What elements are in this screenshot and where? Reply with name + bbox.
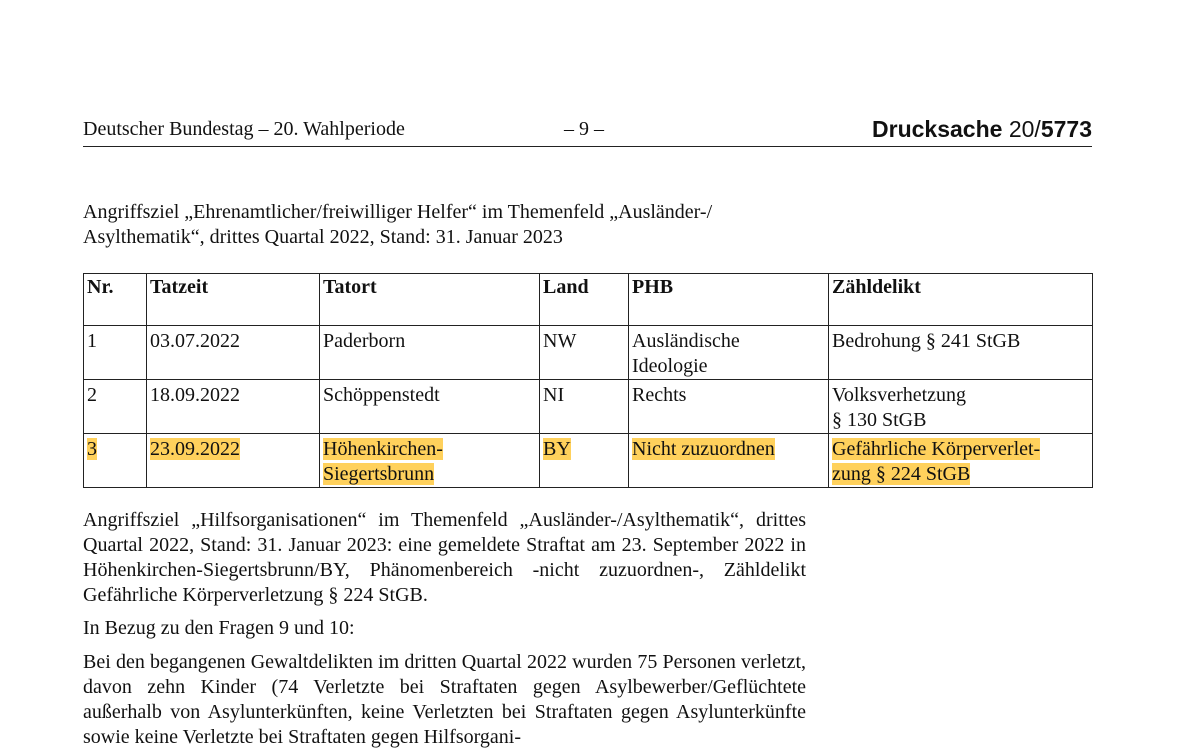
cell-delikt-line: Bedrohung § 241 StGB: [832, 330, 1021, 352]
cell-tatzeit: 18.09.2022: [147, 380, 320, 434]
highlight-mark: 3: [87, 438, 97, 460]
caption-line-1: Angriffsziel „Ehrenamtlicher/freiwilliger Helfer“ im Themenfeld „Ausländer-/: [83, 201, 713, 223]
cell-land: NI: [540, 380, 629, 434]
table-row: [84, 380, 1093, 434]
offense-table: [83, 273, 1093, 488]
cell-phb: [629, 326, 829, 380]
caption-line-2: Asylthematik“, drittes Quartal 2022, Stand: 31. Januar 2023: [83, 226, 563, 248]
cell-tatort: [320, 380, 540, 434]
highlight-mark: 23.09.2022: [150, 438, 240, 460]
header-left-title: Deutscher Bundestag – 20. Wahlperiode: [83, 118, 405, 140]
cell-delikt-line: Volksverhetzung: [832, 384, 967, 406]
col-header-tatzeit: Tatzeit: [147, 274, 320, 326]
paragraph-fragen-9-10: In Bezug zu den Fragen 9 und 10:: [83, 617, 355, 639]
document-number: [872, 116, 1092, 143]
page-header: [83, 116, 1092, 147]
cell-tatort-line: Schöppenstedt: [323, 384, 440, 406]
cell-delikt-line: § 130 StGB: [832, 409, 927, 431]
page-number: – 9 –: [564, 118, 604, 140]
cell-phb-line: Ideologie: [632, 355, 708, 377]
cell-tatzeit: 03.07.2022: [147, 326, 320, 380]
document-number-bold: 5773: [1040, 116, 1092, 142]
cell-land: [540, 434, 629, 488]
cell-delikt-line: [832, 462, 1092, 487]
cell-nr: 1: [84, 326, 147, 380]
document-number-prefix: 20/: [1008, 116, 1041, 142]
paragraph-gewaltdelikte: Bei den begangenen Gewaltdelikten im dritten Quartal 2022 wurden 75 Personen verletzt, davon zehn Kinder (74 Verletzte bei Straftaten gegen Asylbewerber/Geflüchtete außerhalb von Asylunterkünften, keine Verletzten bei Straftaten gegen Asylunterkünfte sowie keine Verletzte bei Straftaten gegen Hilfsorgani-: [83, 651, 806, 748]
highlight-mark: Siegertsbrunn: [323, 463, 435, 485]
cell-zaehldelikt: [829, 380, 1093, 434]
table-row-highlighted: [84, 434, 1093, 488]
cell-nr: 2: [84, 380, 147, 434]
cell-phb-line: Rechts: [632, 384, 687, 406]
cell-tatort-line: [323, 462, 539, 487]
cell-land: NW: [540, 326, 629, 380]
cell-zaehldelikt: [829, 434, 1093, 488]
table-row: [84, 326, 1093, 380]
cell-phb: [629, 380, 829, 434]
highlight-mark: Gefährliche Körperverlet-: [832, 438, 1041, 460]
cell-tatort: [320, 434, 540, 488]
cell-phb: [629, 434, 829, 488]
col-header-nr: Nr.: [84, 274, 147, 326]
cell-phb-line: Ausländische: [632, 330, 740, 352]
highlight-mark: Nicht zuzuordnen: [632, 438, 775, 460]
paragraph-hilfsorganisationen: Angriffsziel „Hilfsorganisationen“ im Themenfeld „Ausländer-/Asylthematik“, drittes Quartal 2022, Stand: 31. Januar 2023: eine gemeldete Straftat am 23. September 2022 in Höhenkirchen-Siegertsbrunn/BY, Phänomenbereich -nicht zuzuordnen-, Zähldelikt Gefährliche Körperverletzung § 224 StGB.: [83, 509, 806, 606]
highlight-mark: Höhenkirchen-: [323, 438, 443, 460]
cell-delikt-line: [832, 437, 1092, 462]
document-label: Drucksache: [872, 116, 1003, 142]
col-header-tatort: Tatort: [320, 274, 540, 326]
cell-nr: [84, 434, 147, 488]
col-header-phb: PHB: [629, 274, 829, 326]
cell-tatort-line: [323, 437, 539, 462]
table-header-row: [84, 274, 1093, 326]
col-header-zaehldelikt: Zähldelikt: [829, 274, 1093, 326]
highlight-mark: zung § 224 StGB: [832, 463, 971, 485]
cell-tatort: [320, 326, 540, 380]
col-header-land: Land: [540, 274, 629, 326]
cell-tatzeit: [147, 434, 320, 488]
cell-tatort-line: Paderborn: [323, 330, 406, 352]
table-caption: [83, 200, 823, 250]
cell-zaehldelikt: [829, 326, 1093, 380]
highlight-mark: BY: [543, 438, 571, 460]
